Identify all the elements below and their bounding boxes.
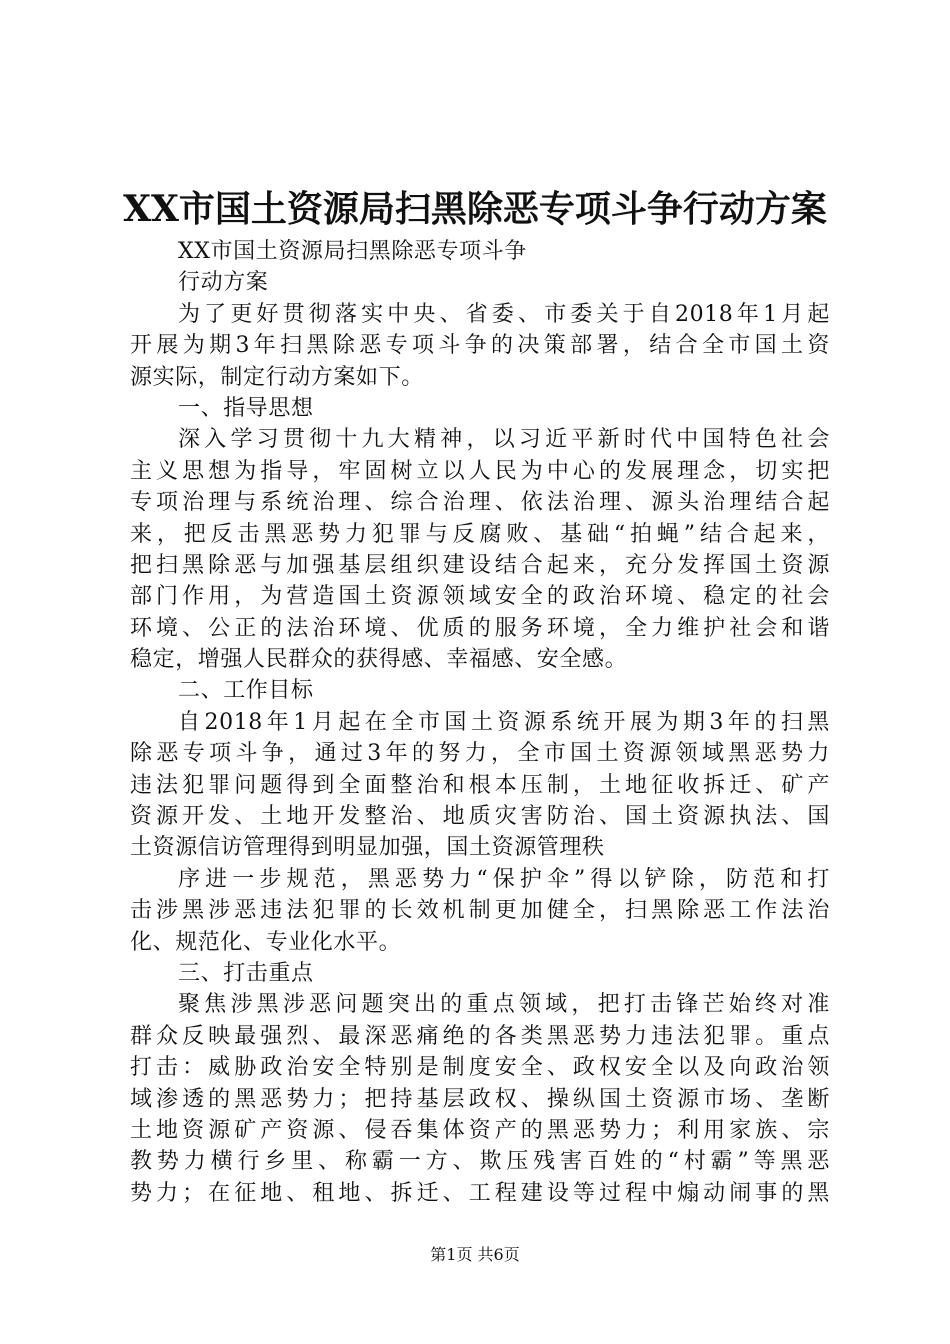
subtitle-line-1: XX市国土资源局扫黑除恶专项斗争 (178, 239, 527, 264)
paragraph-line: 打击：威胁政治安全特别是制度安全、政权安全以及向政治领 (130, 1055, 830, 1081)
paragraph-line: 开展为期3年扫黑除恶专项斗争的决策部署，结合全市国土资 (130, 333, 830, 359)
subtitle-line-2: 行动方案 (178, 270, 269, 296)
paragraph-line: 土资源信访管理得到明显加强，国土资源管理秩 (130, 835, 605, 861)
paragraph-line: 部门作用，为营造国土资源领域安全的政治环境、稳定的社会 (130, 584, 830, 610)
paragraph-line: 化、规范化、专业化水平。 (130, 929, 402, 955)
paragraph-line: 深入学习贯彻十九大精神，以习近平新时代中国特色社会 (178, 427, 830, 453)
paragraph-line: 击涉黑涉恶违法犯罪的长效机制更加健全，扫黑除恶工作法治 (130, 898, 830, 924)
section-heading: 一、指导思想 (178, 395, 314, 421)
paragraph-line: 源实际，制定行动方案如下。 (130, 364, 424, 390)
paragraph-line: 违法犯罪问题得到全面整治和根本压制，土地征收拆迁、矿产 (130, 772, 830, 798)
paragraph-line: 为了更好贯彻落实中央、省委、市委关于自2018年1月起 (178, 301, 830, 327)
section-heading: 二、工作目标 (178, 678, 314, 704)
paragraph-line: 稳定，增强人民群众的获得感、幸福感、安全感。 (130, 647, 628, 673)
paragraph-line: 自2018年1月起在全市国土资源系统开展为期3年的扫黑 (178, 709, 830, 735)
paragraph-line: 群众反映最强烈、最深恶痛绝的各类黑恶势力违法犯罪。重点 (130, 1023, 830, 1049)
paragraph-line: 序进一步规范，黑恶势力“保护伞”得以铲除，防范和打 (178, 866, 830, 892)
paragraph-line: 域渗透的黑恶势力；把持基层政权、操纵国土资源市场、垄断 (130, 1086, 830, 1112)
paragraph-line: 来，把反击黑恶势力犯罪与反腐败、基础“拍蝇”结合起来， (130, 521, 830, 547)
paragraph-line: 除恶专项斗争，通过3年的努力，全市国土资源领域黑恶势力 (130, 741, 830, 767)
paragraph-line: 教势力横行乡里、称霸一方、欺压残害百姓的“村霸”等黑恶 (130, 1149, 830, 1175)
document-title: XX市国土资源局扫黑除恶专项斗争行动方案 (123, 188, 827, 230)
paragraph-line: 资源开发、土地开发整治、地质灾害防治、国土资源执法、国 (130, 804, 830, 830)
paragraph-line: 把扫黑除恶与加强基层组织建设结合起来，充分发挥国土资源 (130, 552, 830, 578)
paragraph-line: 土地资源矿产资源、侵吞集体资产的黑恶势力；利用家族、宗 (130, 1117, 830, 1143)
paragraph-line: 主义思想为指导，牢固树立以人民为中心的发展理念，切实把 (130, 458, 830, 484)
page-footer: 第1页 共6页 (430, 1245, 520, 1264)
paragraph-line: 环境、公正的法治环境、优质的服务环境，全力维护社会和谐 (130, 615, 830, 641)
paragraph-line: 专项治理与系统治理、综合治理、依法治理、源头治理结合起 (130, 490, 830, 516)
section-heading: 三、打击重点 (178, 960, 314, 986)
document-body (130, 236, 830, 1209)
paragraph-line: 势力；在征地、租地、拆迁、工程建设等过程中煽动闹事的黑 (130, 1180, 830, 1206)
paragraph-line: 聚焦涉黑涉恶问题突出的重点领域，把打击锋芒始终对准 (178, 992, 830, 1018)
